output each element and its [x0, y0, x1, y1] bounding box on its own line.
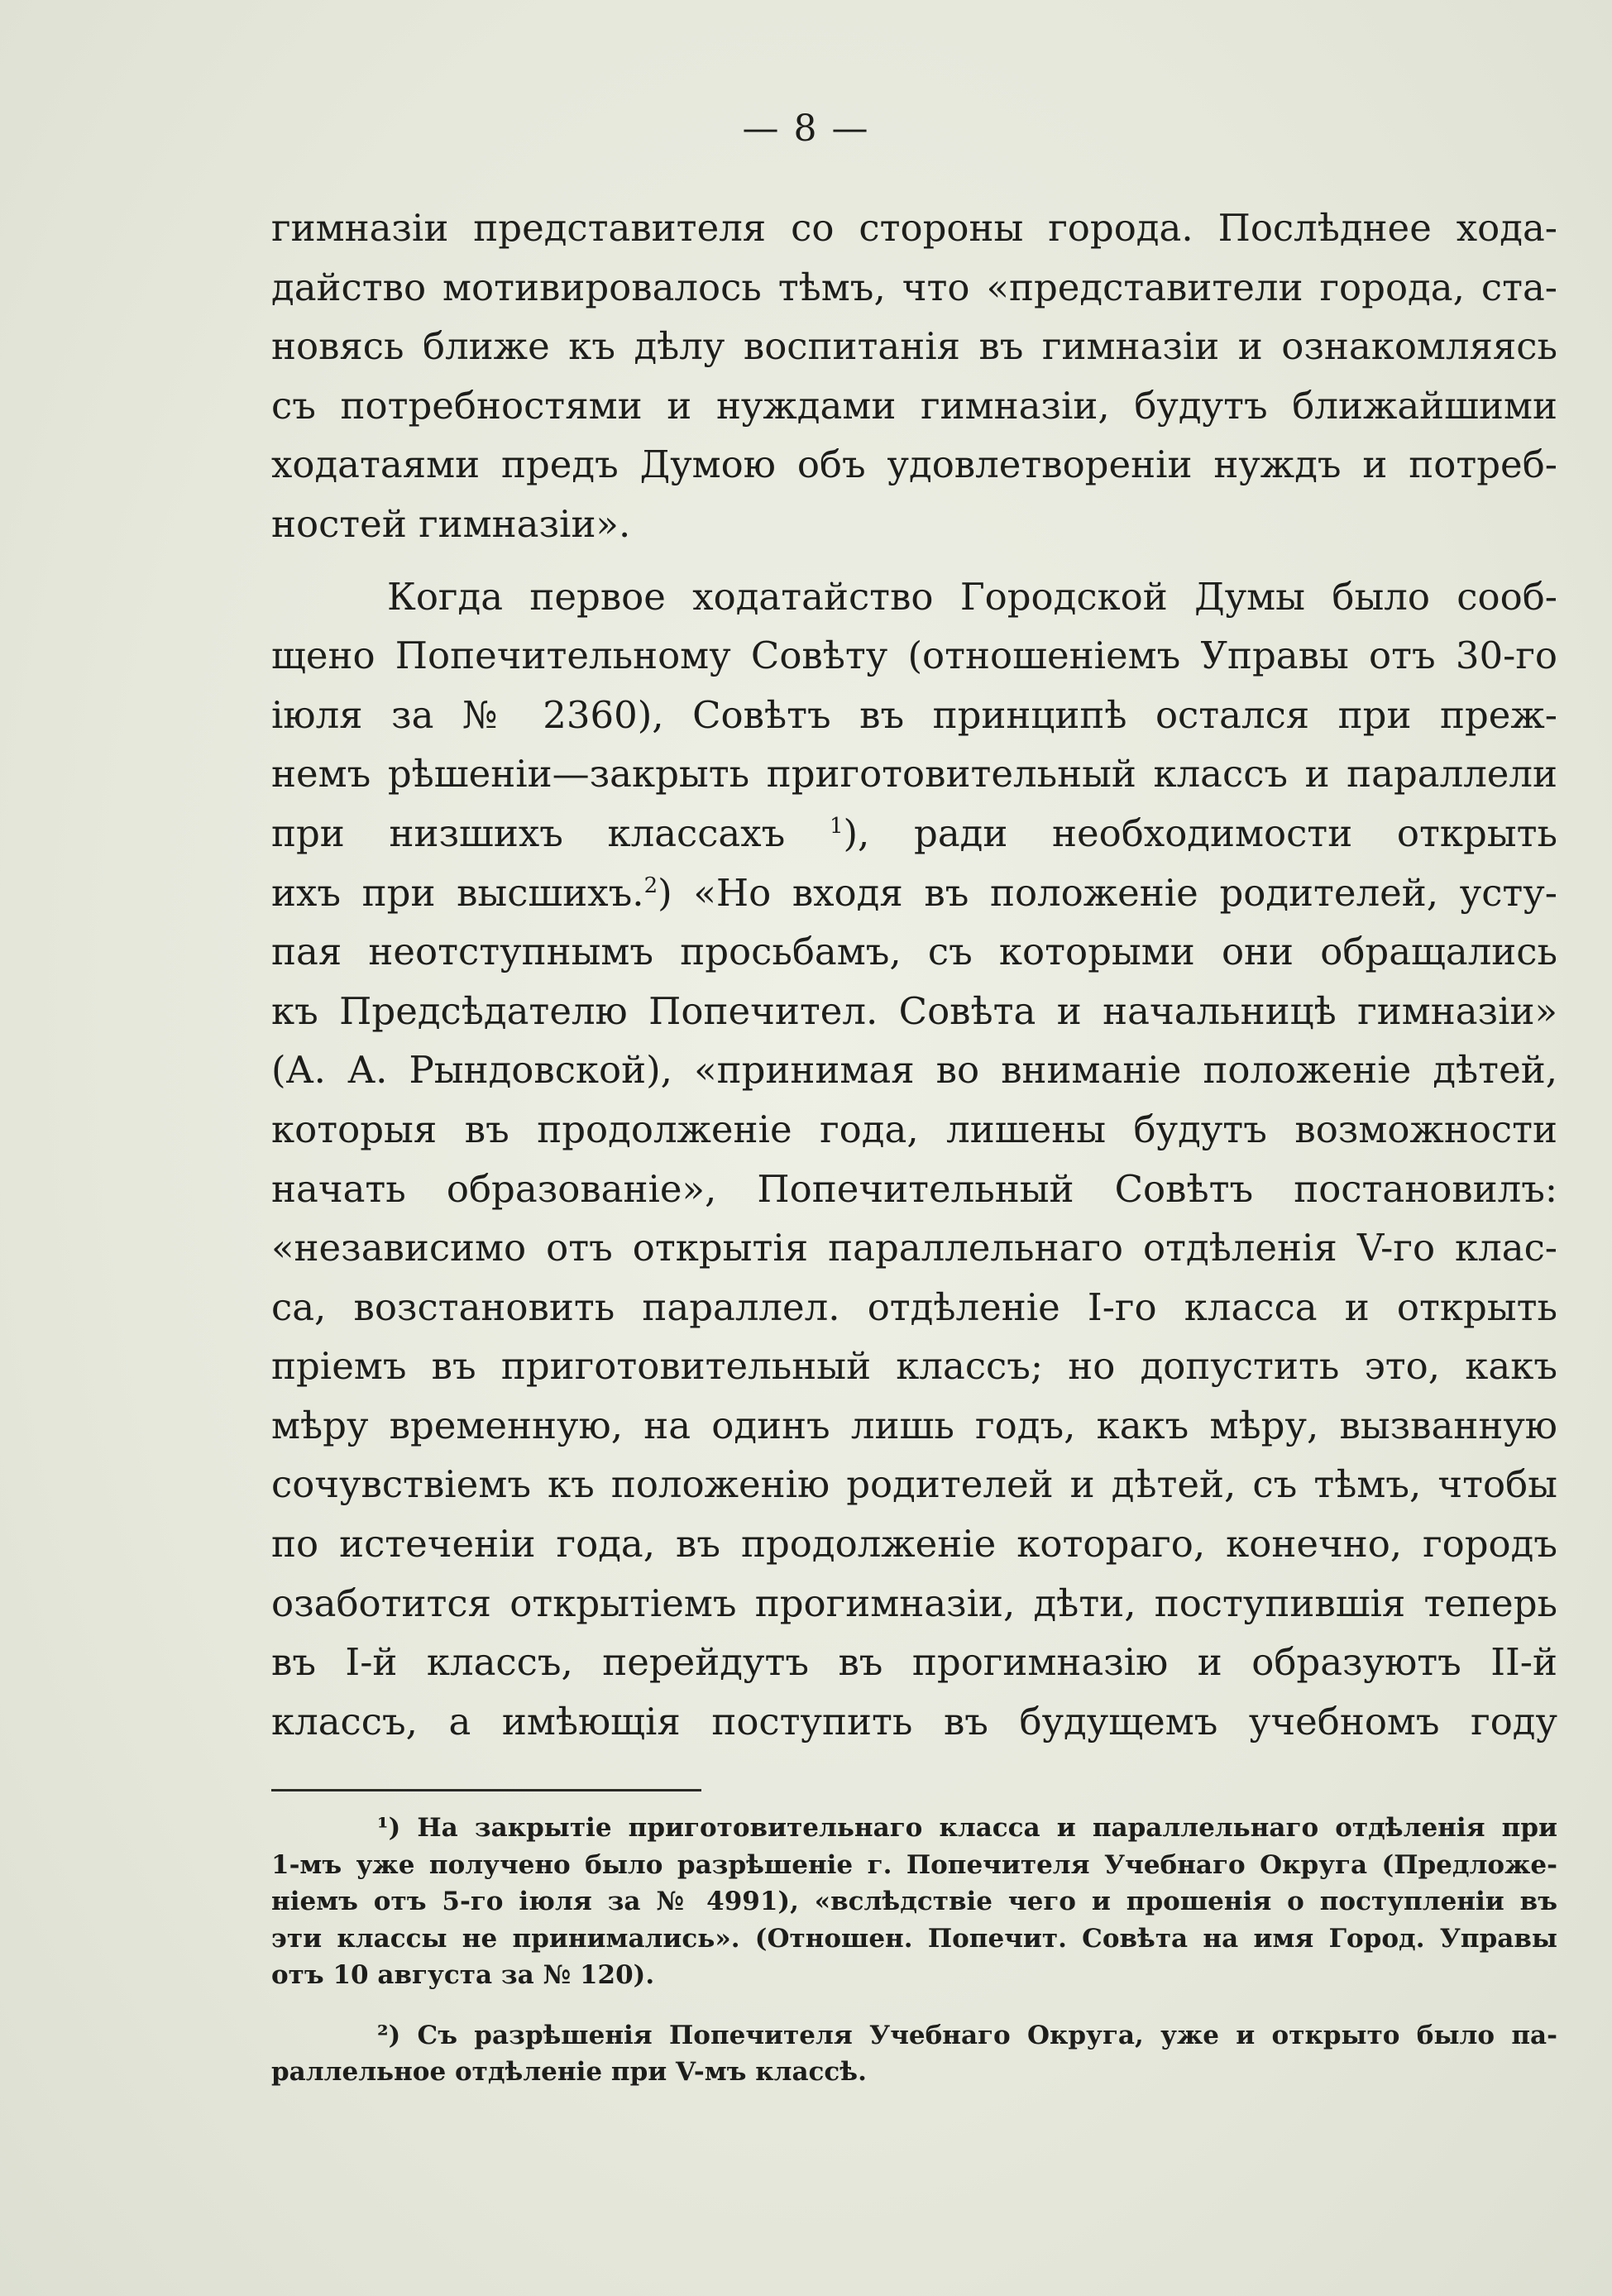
text-line: пріемъ въ приготовительный классъ; но допустить это, какъ [271, 1344, 1557, 1389]
footnote-line: ніемъ отъ 5-го іюля за № 4991), «вслѣдствіе чего и прошенія о поступленіи въ [271, 1887, 1557, 1916]
text-line: щено Попечительному Совѣту (отношеніемъ Управы отъ 30-го [271, 634, 1557, 678]
text-line: новясь ближе къ дѣлу воспитанія въ гимназіи и ознакомляясь [271, 324, 1557, 369]
footnote-line: раллельное отдѣленіе при V-мъ классѣ. [271, 2057, 867, 2087]
text-line-with-note [271, 804, 1557, 863]
text-line: къ Предсѣдателю Попечител. Совѣта и начальницѣ гимназіи» [271, 988, 1557, 1033]
text-line: сочувствіемъ къ положенію родителей и дѣтей, съ тѣмъ, чтобы [271, 1462, 1557, 1507]
text-line: ностей гимназіи». [271, 501, 631, 546]
text-line: по истеченіи года, въ продолженіе котораго, конечно, городъ [271, 1522, 1557, 1567]
footnote-line: ²) Съ разрѣшенія Попечителя Учебнаго Округа, уже и открыто было па- [377, 2020, 1557, 2050]
footnote-line: эти классы не принимались». (Отношен. Попечит. Совѣта на имя Город. Управы [271, 1923, 1557, 1954]
text-line: пая неотступнымъ просьбамъ, съ которыми они обращались [271, 930, 1557, 974]
footnote-divider [271, 1789, 701, 1791]
text-line: въ I-й классъ, перейдутъ въ прогимназію и образуютъ II-й [271, 1640, 1557, 1685]
text-line-with-note [271, 863, 1557, 923]
text-line: которыя въ продолженіе года, лишены будутъ возможности [271, 1107, 1557, 1151]
page-number: — 8 — [742, 108, 870, 150]
text-line: гимназіи представителя со стороны города. Послѣднее хода- [271, 206, 1557, 250]
text-line: (А. А. Рындовской), «принимая во вниманіе положеніе дѣтей, [271, 1048, 1557, 1093]
text-line: Когда первое ходатайство Городской Думы было сооб- [387, 574, 1557, 619]
text-fragment: ), ради необходимости открыть [843, 811, 1557, 855]
text-fragment: ихъ при высшихъ. [271, 870, 644, 915]
text-line: съ потребностями и нуждами гимназіи, будутъ ближайшими [271, 383, 1557, 428]
text-line: немъ рѣшеніи—закрыть приготовительный классъ и параллели [271, 752, 1557, 796]
footnote-line: 1-мъ уже получено было разрѣшеніе г. Попечителя Учебнаго Округа (Предложе- [271, 1849, 1557, 1880]
text-line: классъ, а имѣющія поступить въ будущемъ учебномъ году [271, 1699, 1557, 1744]
text-line: озаботится открытіемъ прогимназіи, дѣти, поступившія теперь [271, 1581, 1557, 1625]
footnote-line: отъ 10 августа за № 120). [271, 1960, 655, 1990]
text-line: дайство мотивировалось тѣмъ, что «представители города, ста- [271, 265, 1557, 309]
text-line: начать образованіе», Попечительный Совѣтъ постановилъ: [271, 1166, 1557, 1211]
footnote-mark: 2 [643, 873, 658, 898]
footnote-line: ¹) На закрытіе приготовительнаго класса и параллельнаго отдѣленія при [377, 1813, 1557, 1843]
text-line: ходатаями предъ Думою объ удовлетвореніи нуждъ и потреб- [271, 442, 1557, 487]
footnote-mark: 1 [829, 813, 844, 839]
text-line: «независимо отъ открытія параллельнаго отдѣленія V-го клас- [271, 1226, 1557, 1270]
main-text [271, 199, 1557, 1751]
text-line: са, возстановить параллел. отдѣленіе I-го класса и открыть [271, 1284, 1557, 1329]
text-line: іюля за № 2360), Совѣтъ въ принципѣ остался при преж- [271, 692, 1557, 737]
text-fragment: при низшихъ классахъ [271, 811, 786, 855]
footnotes [271, 1810, 1557, 2091]
text-fragment: ) «Но входя въ положеніе родителей, усту- [658, 870, 1557, 915]
text-line: мѣру временную, на одинъ лишь годъ, какъ мѣру, вызванную [271, 1403, 1557, 1447]
